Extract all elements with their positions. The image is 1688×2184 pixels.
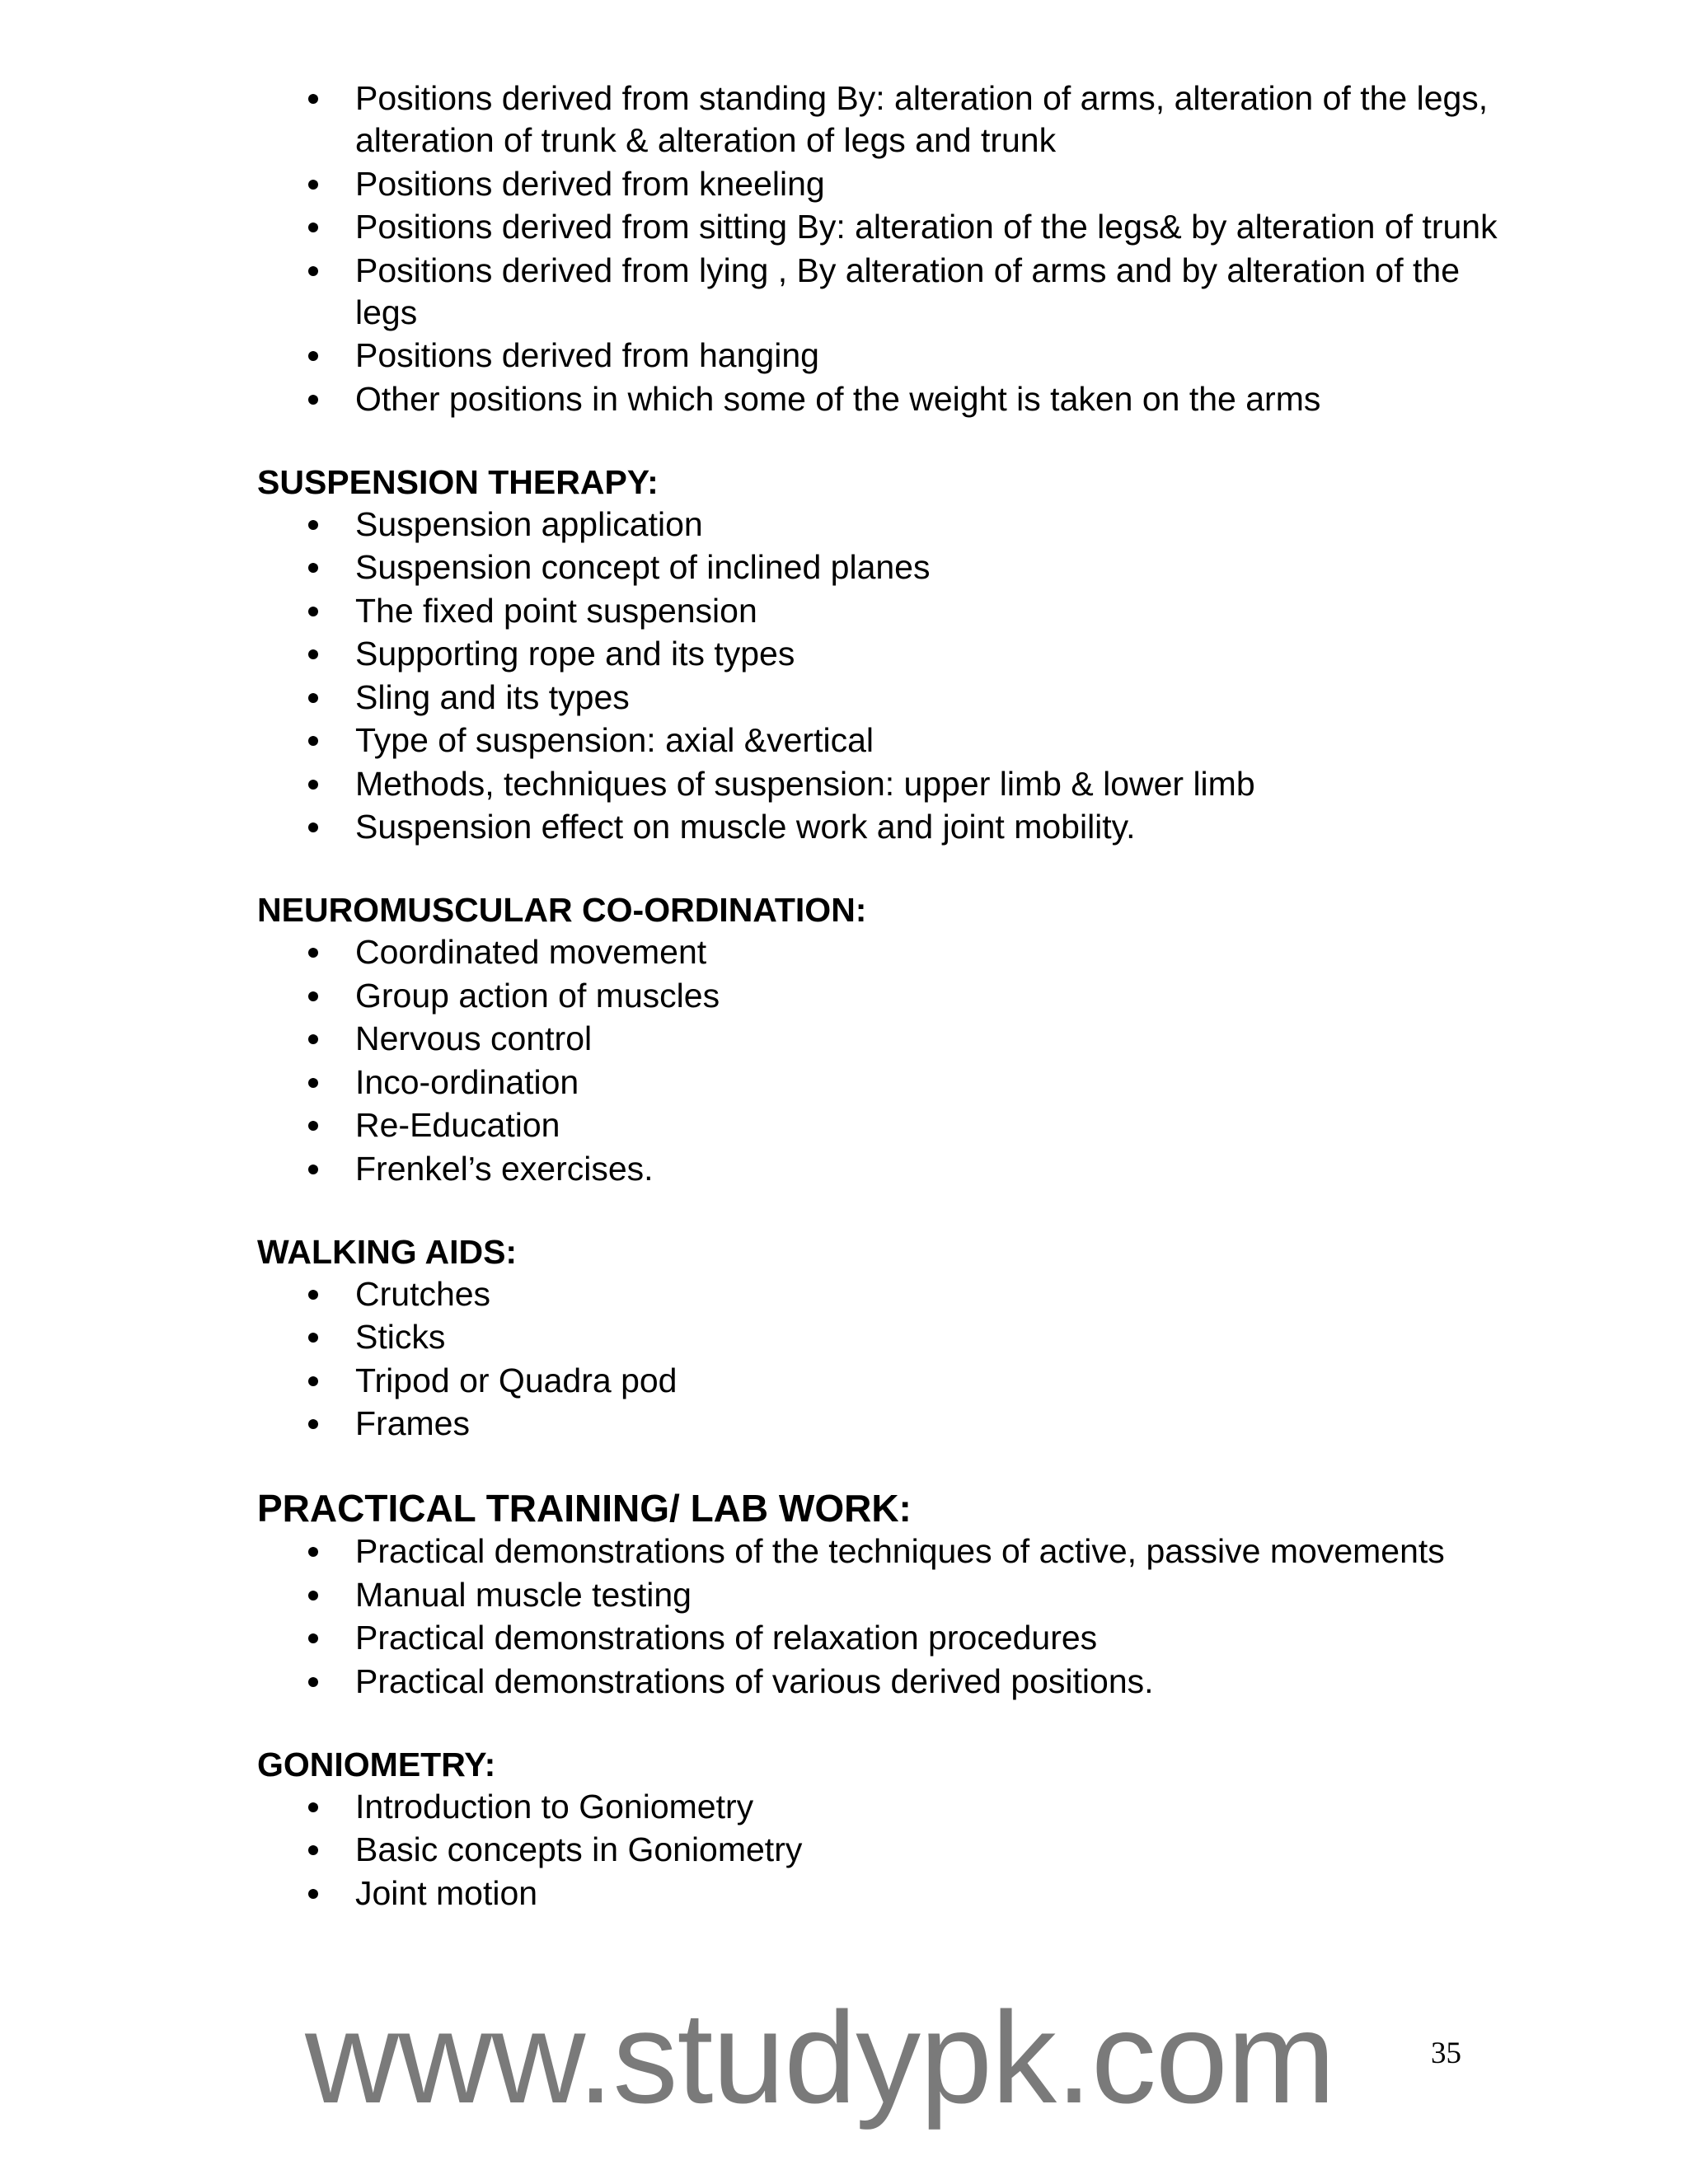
list-item <box>257 250 1510 334</box>
bullet-icon <box>308 1165 318 1174</box>
bullet-icon <box>308 180 318 190</box>
list-item <box>257 1872 1510 1915</box>
list-item <box>257 504 1510 546</box>
list-item-text: Suspension application <box>355 504 703 543</box>
list-item-text: Practical demonstrations of various derived positions. <box>355 1661 1154 1700</box>
intro-list <box>257 77 1510 420</box>
list-item-text: Crutches <box>355 1274 491 1313</box>
bullet-icon <box>308 563 318 573</box>
bullet-icon <box>308 1845 318 1855</box>
section-suspension-therapy <box>257 462 1510 849</box>
bullet-icon <box>308 351 318 361</box>
list-item <box>257 719 1510 762</box>
bullet-icon <box>308 1078 318 1088</box>
bullet-icon <box>308 736 318 746</box>
list-item-text: Other positions in which some of the weight is taken on the arms <box>355 379 1321 418</box>
bullet-icon <box>308 1290 318 1300</box>
list-item <box>257 677 1510 719</box>
bullet-icon <box>308 780 318 790</box>
bullet-icon <box>308 948 318 958</box>
list-item-text: Tripod or Quadra pod <box>355 1361 678 1399</box>
list-item <box>257 163 1510 205</box>
list-item-text: Type of suspension: axial &vertical <box>355 721 874 759</box>
list-item-text: Manual muscle testing <box>355 1575 692 1614</box>
section-heading: PRACTICAL TRAINING/ LAB WORK: <box>257 1487 912 1530</box>
list-item <box>257 1273 1510 1315</box>
bullet-icon <box>308 1633 318 1643</box>
list-item-text: Frenkel’s exercises. <box>355 1149 654 1188</box>
bullet-icon <box>308 1889 318 1899</box>
section-heading: WALKING AIDS: <box>257 1232 518 1271</box>
list-item <box>257 206 1510 248</box>
list-item-text: Positions derived from lying , By alteration of arms and by alteration of the legs <box>355 251 1461 331</box>
list-item-text: Coordinated movement <box>355 933 707 971</box>
bullet-icon <box>308 1419 318 1429</box>
list-item-text: Positions derived from kneeling <box>355 164 825 203</box>
list-item-text: Introduction to Goniometry <box>355 1787 754 1825</box>
list-item <box>257 633 1510 675</box>
list-item <box>257 1018 1510 1060</box>
bullet-icon <box>308 395 318 405</box>
list-item <box>257 1574 1510 1616</box>
list-item-text: Methods, techniques of suspension: upper limb & lower limb <box>355 764 1255 803</box>
list-item-text: Positions derived from standing By: alteration of arms, alteration of the legs, alteration of trunk & alteration of legs and trunk <box>355 79 1489 159</box>
list-item-text: Practical demonstrations of relaxation procedures <box>355 1619 1098 1657</box>
bullet-icon <box>308 1121 318 1131</box>
list-item <box>257 1062 1510 1104</box>
section-neuromuscular-coordination <box>257 889 1510 1190</box>
list-item-text: Supporting rope and its types <box>355 635 795 673</box>
list-item <box>257 590 1510 632</box>
list-item-text: Suspension effect on muscle work and joint mobility. <box>355 808 1136 846</box>
list-item <box>257 1661 1510 1703</box>
section-list <box>257 931 1510 1190</box>
bullet-icon <box>308 1034 318 1044</box>
list-item <box>257 931 1510 973</box>
list-item-text: Positions derived from sitting By: alteration of the legs& by alteration of trunk <box>355 208 1498 246</box>
section-list <box>257 1530 1510 1703</box>
section-practical-training <box>257 1486 1510 1703</box>
list-item-text: Frames <box>355 1404 470 1442</box>
list-item <box>257 1786 1510 1828</box>
list-item <box>257 806 1510 848</box>
list-item <box>257 1360 1510 1402</box>
list-item-text: Sticks <box>355 1318 446 1356</box>
bullet-icon <box>308 223 318 232</box>
list-item-text: Nervous control <box>355 1019 593 1057</box>
list-item <box>257 378 1510 420</box>
bullet-icon <box>308 266 318 276</box>
bullet-icon <box>308 1376 318 1386</box>
page-number: 35 <box>1431 2036 1461 2070</box>
list-item <box>257 335 1510 377</box>
bullet-icon <box>308 1547 318 1557</box>
list-item <box>257 975 1510 1017</box>
bullet-icon <box>308 693 318 703</box>
list-item-text: Re-Education <box>355 1106 560 1144</box>
bullet-icon <box>308 649 318 659</box>
list-item <box>257 77 1510 162</box>
section-list <box>257 1273 1510 1446</box>
list-item-text: Joint motion <box>355 1873 538 1912</box>
bullet-icon <box>308 1333 318 1343</box>
list-item-text: Sling and its types <box>355 677 630 716</box>
section-list <box>257 1786 1510 1915</box>
list-item-text: Group action of muscles <box>355 976 720 1015</box>
list-item <box>257 1617 1510 1659</box>
section-heading: GONIOMETRY: <box>257 1745 496 1783</box>
bullet-icon <box>308 1677 318 1687</box>
list-item <box>257 1829 1510 1871</box>
list-item <box>257 763 1510 805</box>
watermark: www.studypk.com <box>305 1985 1335 2130</box>
list-item-text: The fixed point suspension <box>355 591 757 630</box>
section-walking-aids <box>257 1231 1510 1446</box>
section-heading: SUSPENSION THERAPY: <box>257 462 659 501</box>
list-item <box>257 1403 1510 1445</box>
document-body <box>257 77 1510 1915</box>
list-item <box>257 546 1510 588</box>
list-item <box>257 1530 1510 1572</box>
list-item <box>257 1148 1510 1190</box>
list-item-text: Positions derived from hanging <box>355 336 819 374</box>
bullet-icon <box>308 94 318 104</box>
bullet-icon <box>308 823 318 832</box>
bullet-icon <box>308 1802 318 1812</box>
section-goniometry <box>257 1744 1510 1915</box>
list-item-text: Practical demonstrations of the techniques of active, passive movements <box>355 1532 1445 1570</box>
list-item-text: Basic concepts in Goniometry <box>355 1830 803 1868</box>
list-item <box>257 1104 1510 1146</box>
section-list <box>257 504 1510 849</box>
list-item <box>257 1316 1510 1358</box>
section-heading: NEUROMUSCULAR CO-ORDINATION: <box>257 891 867 929</box>
list-item-text: Suspension concept of inclined planes <box>355 548 931 586</box>
list-item-text: Inco-ordination <box>355 1062 579 1101</box>
bullet-icon <box>308 607 318 616</box>
bullet-icon <box>308 1591 318 1601</box>
bullet-icon <box>308 991 318 1001</box>
bullet-icon <box>308 520 318 530</box>
